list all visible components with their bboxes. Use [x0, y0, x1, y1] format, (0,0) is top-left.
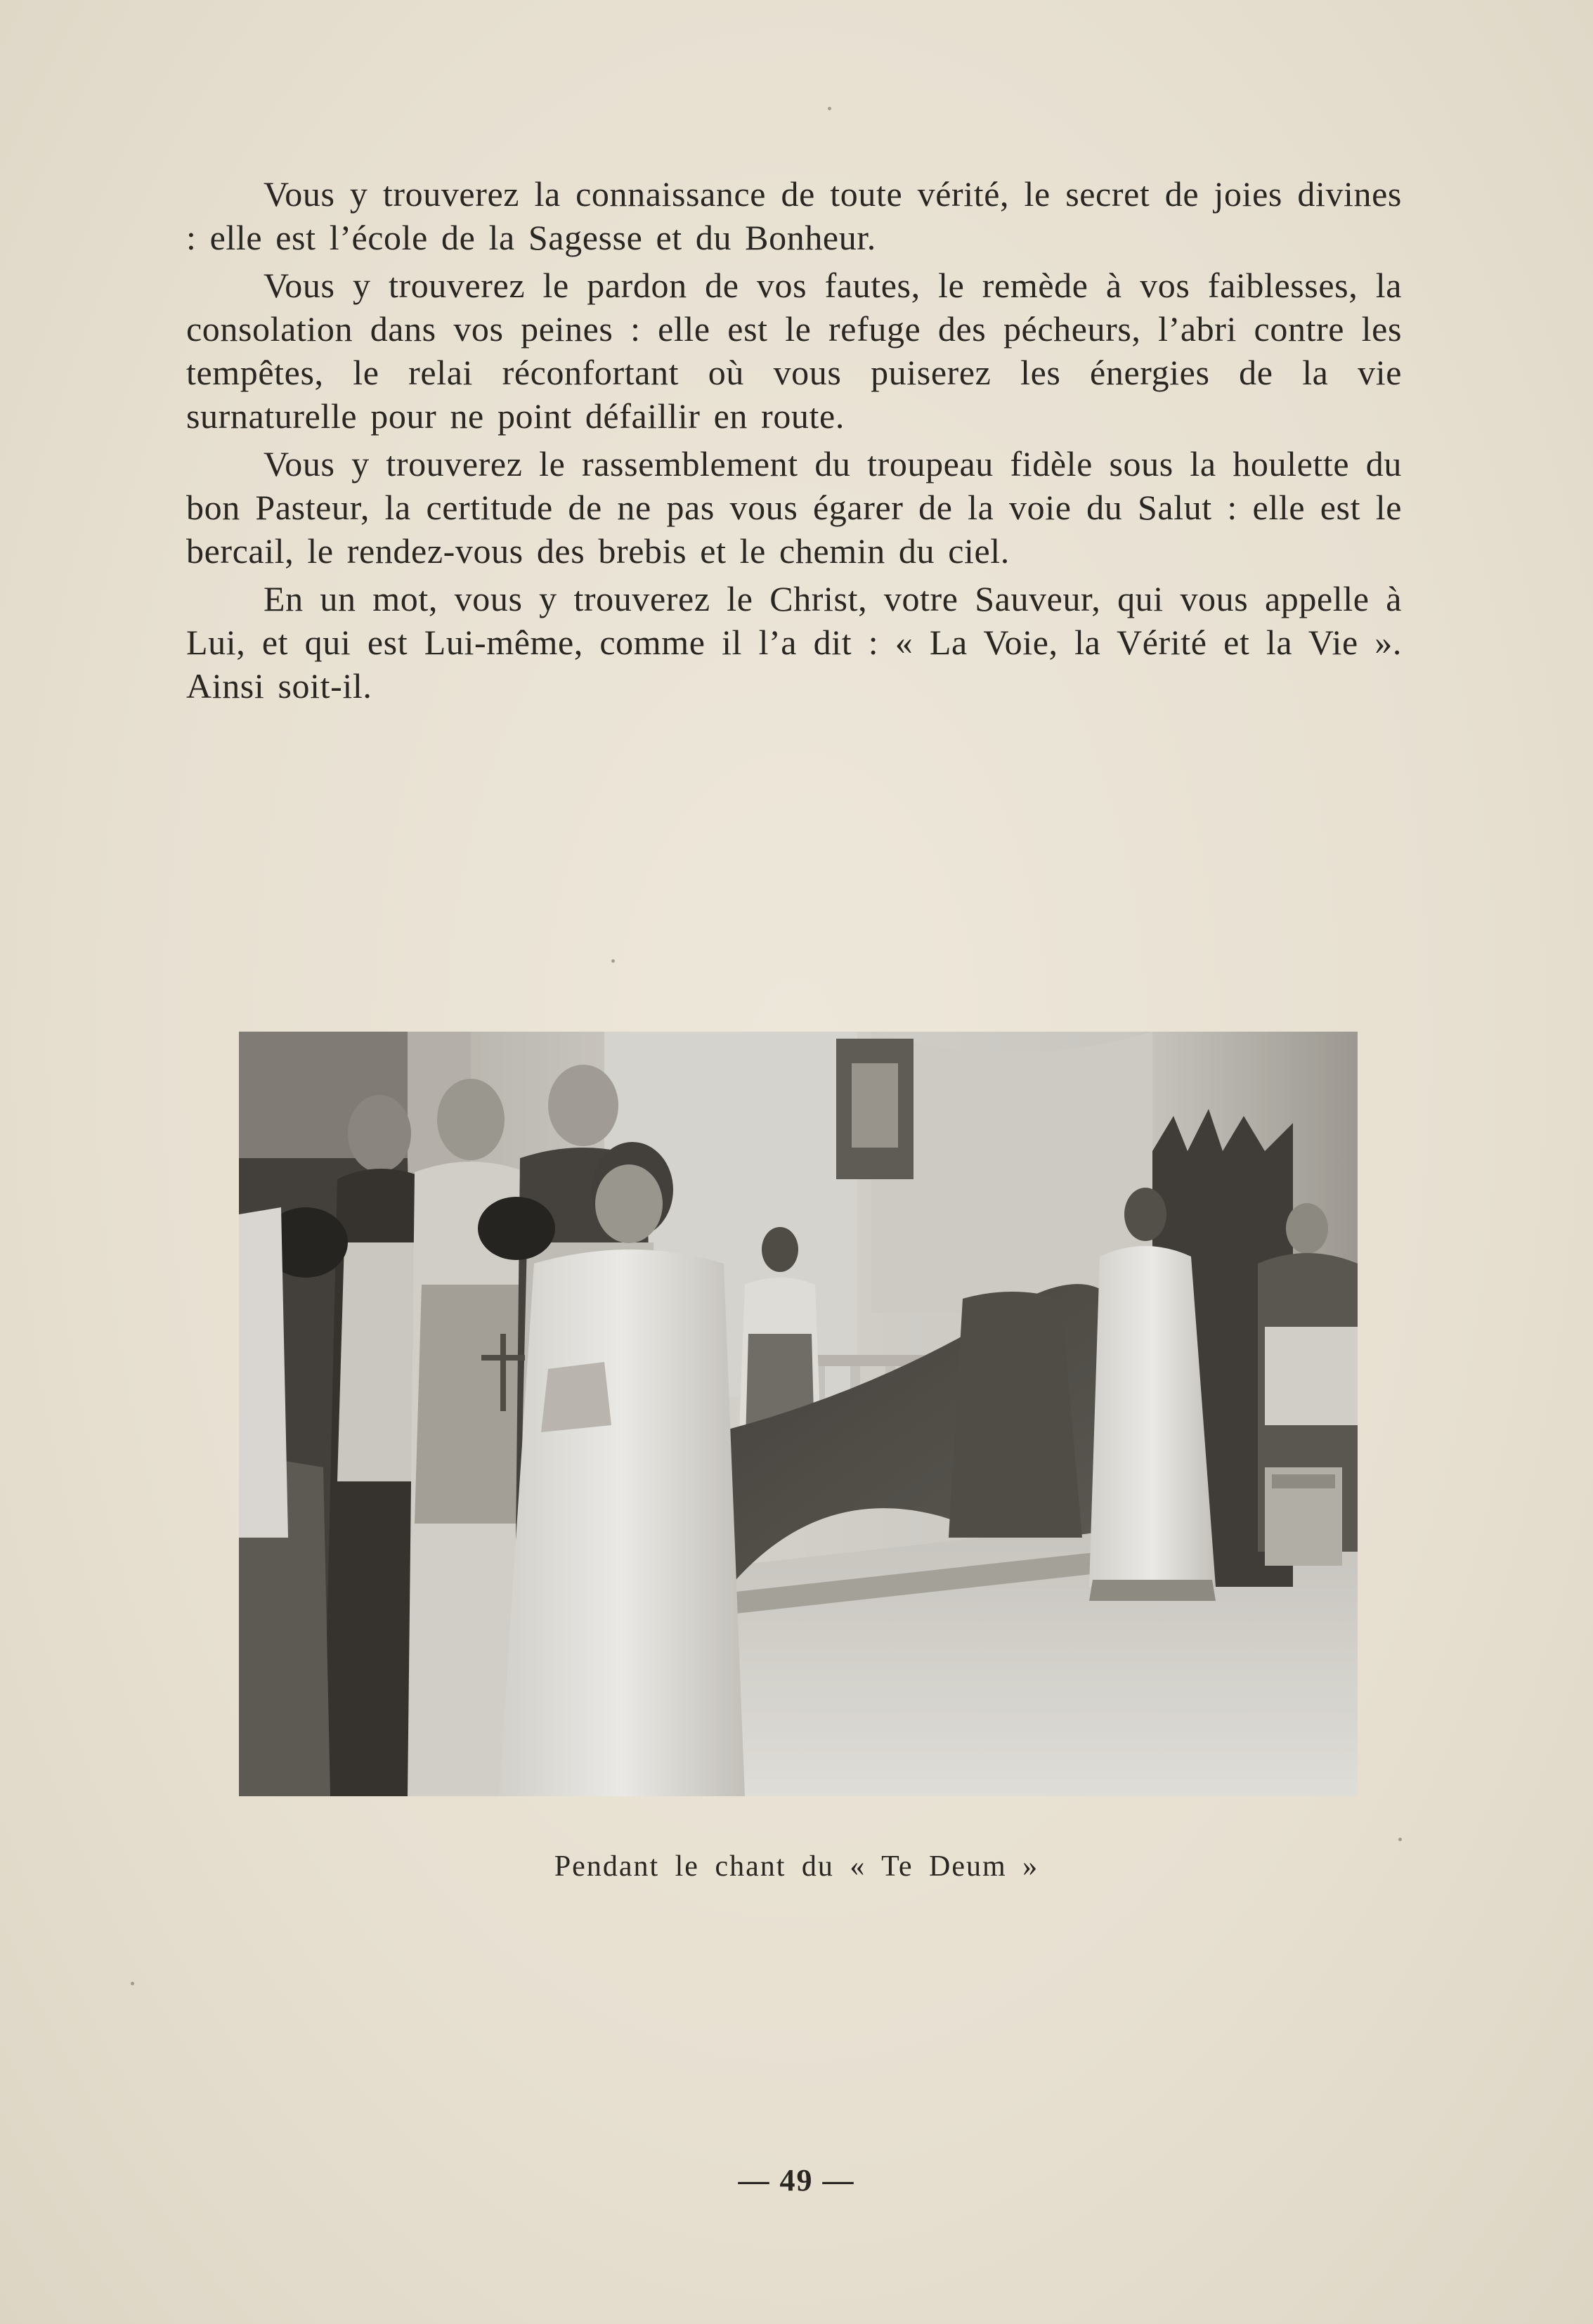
page-number: — 49 —: [738, 2163, 855, 2198]
ceremony-photograph: [239, 1032, 1358, 1796]
paper-speck: [611, 959, 615, 963]
paper-speck: [1398, 1838, 1402, 1841]
paper-speck: [131, 1982, 134, 1985]
paragraph-1: Vous y trouverez la connaissance de toute vérité, le secret de joies divines : elle est l’école de la Sagesse et du Bonheur.: [186, 174, 1402, 257]
paragraph-3: Vous y trouverez le rassemblement du troupeau fidèle sous la houlette du bon Pasteur, la certitude de ne pas vous égarer de la voie du Salut : elle est le bercail, le rendez-vous des brebis et le chemin du ciel.: [186, 444, 1402, 571]
paper-speck: [828, 107, 831, 110]
body-text: [186, 172, 1402, 712]
paragraph-2: Vous y trouverez le pardon de vos fautes, le remède à vos faiblesses, la consolation dans vos peines : elle est le refuge des pécheurs, l’abri contre les tempêtes, le relai réconfortant où vous puiserez les énergies de la vie surnaturelle pour ne point défaillir en route.: [186, 266, 1402, 436]
photo-caption: Pendant le chant du « Te Deum »: [554, 1850, 1039, 1883]
paragraph-4: En un mot, vous y trouverez le Christ, votre Sauveur, qui vous appelle à Lui, et qui est Lui-même, comme il l’a dit : « La Voie, la Vérité et la Vie ». Ainsi soit-il.: [186, 579, 1402, 706]
